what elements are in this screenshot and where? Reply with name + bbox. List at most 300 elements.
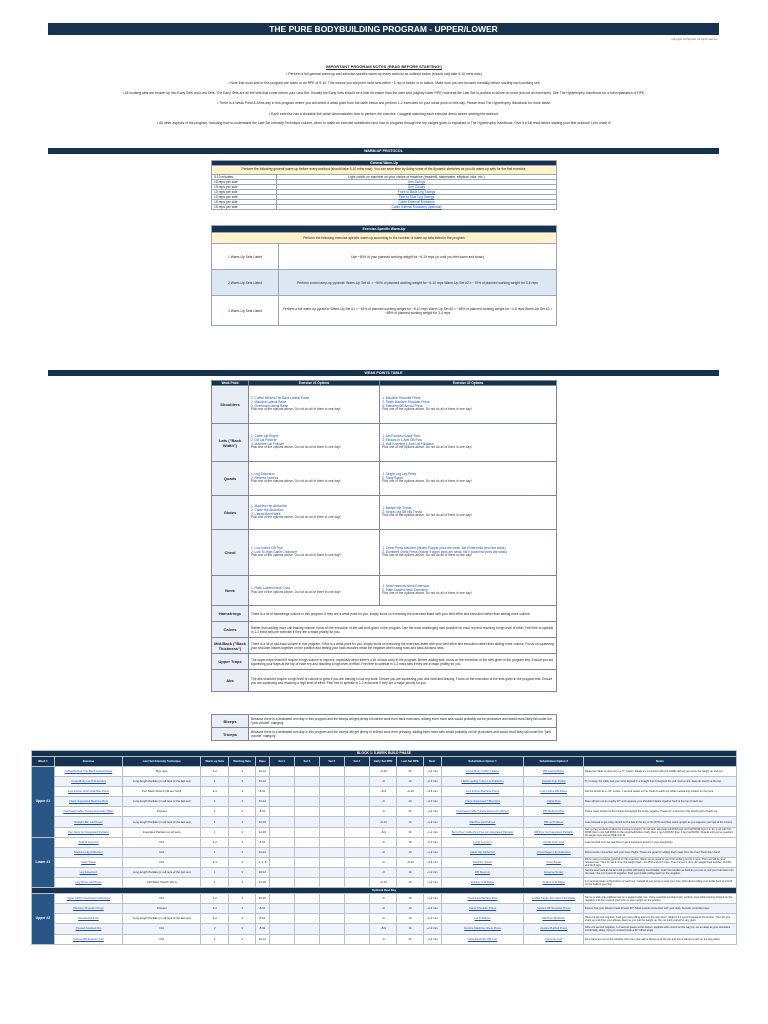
exercise-link[interactable]: 2. Plate-Loaded Neck Extension (382, 587, 428, 592)
rest-cell: ~1-2 min (423, 894, 441, 904)
substitution-cell (524, 817, 584, 827)
technique-cell: N/A (123, 837, 201, 847)
set-input[interactable] (269, 837, 294, 847)
rest-cell: ~1-2 min (423, 817, 441, 827)
program-col-header: Set 3 (319, 757, 344, 767)
substitution-cell (524, 857, 584, 867)
exercise-link[interactable]: Low Incline Smith Machine Press (67, 789, 110, 794)
substitution-link[interactable]: Hammer Curl (545, 936, 563, 941)
last-rpe-cell: 10 (397, 934, 423, 944)
notes-cell: Mind-muscle connection with your inner thighs. These are great for adding thigh mass from the front! Push them hard! (584, 847, 737, 857)
early-rpe-cell: ~9 (369, 934, 397, 944)
substitution-cell (441, 787, 524, 797)
warmup-sets-cell: 1-2 (201, 914, 229, 924)
substitution-cell (524, 847, 584, 857)
last-rpe-cell: 10 (397, 817, 423, 827)
set-input[interactable] (294, 767, 319, 777)
set-input[interactable] (269, 867, 294, 877)
warmup-sets-cell: 1 (201, 827, 229, 837)
set-input[interactable] (344, 797, 369, 807)
exercise-link[interactable]: 2. Dumbbell Chest Press (incline if upper pecs are weak, flat if lower/mid pecs are weak) (382, 549, 507, 554)
exercise-link[interactable]: Pec Deck (w/ Integrated Partials) (68, 829, 109, 834)
warmup-link[interactable]: Arm Swings (277, 180, 557, 185)
set-input[interactable] (319, 777, 344, 787)
substitution-link[interactable]: Donkey Calf Raise (470, 880, 495, 885)
substitution-cell (441, 817, 524, 827)
exercise-cell (54, 914, 122, 924)
set-input[interactable] (294, 857, 319, 867)
day-label: Lower #1 (32, 837, 55, 887)
warmup-link[interactable]: Arm Circles (277, 185, 557, 190)
substitution-cell (441, 934, 524, 944)
exercise-link[interactable]: 1. Single-Leg Leg Press (382, 472, 417, 477)
program-col-header: Rest (423, 757, 441, 767)
exercise-link[interactable]: 1. Head Harness Neck Extension (382, 584, 430, 589)
substitution-link[interactable]: Machine Pulldown (542, 916, 566, 921)
warmup-sets-cell: 1 (201, 797, 229, 807)
exercise-cell (54, 878, 122, 888)
substitution-cell (441, 827, 524, 837)
warmup-sets-text: Perform a full warm-up pyramid: Warm-Up Set #1 = ~45% of planned working weight for ~6-10 reps Warm-Up Set #2 = ~65% of planned working weight for ~4-6 reps Warm-Up Set #3 = ~85% of planned working weight for 3-4 reps (279, 296, 557, 326)
reps-cell: 8-10 (255, 807, 269, 817)
set-input[interactable] (269, 777, 294, 787)
exercise-link[interactable]: Paused Assisted Dip (75, 926, 102, 931)
last-rpe-cell: 10 (397, 807, 423, 817)
substitution-link[interactable]: Cable Row (546, 799, 561, 804)
set-input[interactable] (344, 867, 369, 877)
page-title: THE PURE BODYBUILDING PROGRAM - UPPER/LOWER (48, 23, 719, 35)
substitution-link[interactable]: Cuffed Single-Arm Rear Delt Raise (532, 896, 576, 901)
set-input[interactable] (344, 924, 369, 934)
set-input[interactable] (294, 837, 319, 847)
exercise-link[interactable]: 2. Machine Lateral Raise (251, 399, 287, 404)
warmup-dose: 15 reps per side (212, 200, 277, 205)
exercise-cell (54, 924, 122, 934)
set-input[interactable] (319, 817, 344, 827)
working-sets-cell: 3 (229, 827, 256, 837)
exercise-link[interactable]: 1. Cuffed Behind-The-Back Lateral Raise (251, 396, 310, 401)
warmup-sets-cell: 1 (201, 817, 229, 827)
substitution-link[interactable]: DB Flye (w/ Integrated Partials) (534, 829, 574, 834)
substitution-link[interactable]: Reverse Nordic (544, 869, 564, 874)
exercise-link[interactable]: 1. Machine Hip Abduction (251, 504, 288, 509)
technique-cell: N/A (123, 924, 201, 934)
set-input[interactable] (344, 817, 369, 827)
exercise-link[interactable]: 1. Machine Shoulder Press (382, 396, 421, 401)
exercise-options (380, 496, 557, 530)
set-input[interactable] (269, 787, 294, 797)
set-input[interactable] (344, 894, 369, 904)
reps-cell: 10-12 (255, 934, 269, 944)
substitution-link[interactable]: Decline Machine Chest Press (464, 926, 501, 931)
exercise-link[interactable]: Chest-Supported Machine Row (69, 799, 108, 804)
substitution-link[interactable]: Chest-Supported T-Bar Row (464, 799, 501, 804)
optional-rest-day: Optional Rest Day (32, 888, 737, 894)
set-input[interactable] (319, 787, 344, 797)
weak-point-text: The upper traps shouldn't require a high-volume to improve, especially when there's a lot of back work in the program. Before adding sets, focus on the execution of the sets given in the program first. Ensure you are squeezing your traps at the top of each rep and reaching a high level of effort. Feel free to sprinkle in 1-2 extra sets if they are a major priority for you. (249, 654, 557, 670)
last-rpe-cell: 10 (397, 767, 423, 777)
exercise-link[interactable]: 1. Plate-Loaded Neck Curls (251, 585, 290, 590)
weak-points-table (211, 380, 557, 692)
exercise-link[interactable]: Upper (W/O) Overhead Cable Row (66, 896, 111, 901)
substitution-link[interactable]: Low Incline DB Press (540, 789, 567, 794)
working-sets-cell: 3 (229, 837, 256, 847)
substitution-link[interactable]: Low Incline Machine Press (465, 789, 500, 794)
program-col-header: Set 2 (294, 757, 319, 767)
substitution-cell (524, 867, 584, 877)
warmup-dose: 15 reps per side (212, 205, 277, 210)
pick-note: Pick one of the options above. Do not do all of them in one day! (251, 589, 341, 594)
set-input[interactable] (294, 787, 319, 797)
reps-cell: 10-12 (255, 797, 269, 807)
warmup-sets-cell: 1 (201, 934, 229, 944)
set-input[interactable] (269, 857, 294, 867)
program-col-header: Early Set RPE (369, 757, 397, 767)
set-input[interactable] (269, 807, 294, 817)
substitution-cell (524, 777, 584, 787)
weak-point-text: Because there is a dedicated arm day in this program and the triceps will get plenty of indirect work from pressing, adding even more sets would probably not be productive and would most likely fall under the "junk volume" category. (249, 728, 557, 741)
working-sets-cell: 3 (229, 894, 256, 904)
reps-cell: 10-12 (255, 777, 269, 787)
substitution-cell (524, 878, 584, 888)
exercise-link[interactable]: 2. Cable Hip Abduction (251, 507, 284, 512)
reps-cell: 8-10 (255, 904, 269, 914)
last-rpe-cell: 10 (397, 837, 423, 847)
rest-cell: ~2-3 min (423, 777, 441, 787)
exercise-link[interactable]: 1. Barbell Hip Thrust (382, 506, 412, 511)
warmup-link[interactable]: Cable Internal Rotations (optional) (277, 205, 557, 210)
exercise-link[interactable]: 1. Lat-Focused Cable Row (382, 434, 420, 439)
warmup-sets-text: Use ~60% of your planned working weight for ~6-10 reps (or until you feel warm and loose) (279, 244, 557, 270)
exercise-link[interactable]: 3. Standing DB Arnold Press (382, 403, 423, 408)
substitution-link[interactable]: Cross-Body Cable Y-Raise (465, 769, 500, 774)
weak-point-name: Glutes (212, 496, 249, 530)
working-sets-cell: 3 (229, 914, 256, 924)
exercise-cell (54, 847, 122, 857)
substitution-link[interactable]: Lat Pulldown (474, 916, 491, 921)
substitution-link[interactable]: Half-Kneeling 1-Arm Lat Pulldown (461, 779, 504, 784)
substitution-cell (524, 797, 584, 807)
early-rpe-cell: ~9 (369, 857, 397, 867)
exercise-link[interactable]: 3. Lateral Band Walk (251, 511, 281, 516)
pick-note: Pick one of the options above. Do not do all of them in one day! (382, 513, 472, 518)
substitution-link[interactable]: Overhead Machine Row (467, 896, 498, 901)
exercise-link[interactable]: Cuffed Behind-The-Back Lateral Raise (64, 769, 113, 774)
set-input[interactable] (344, 837, 369, 847)
day-label: Upper #2 (32, 894, 55, 944)
set-input[interactable] (269, 904, 294, 914)
technique-cell: N/A (123, 894, 201, 904)
set-input[interactable] (294, 777, 319, 787)
set-input[interactable] (294, 894, 319, 904)
set-input[interactable] (269, 817, 294, 827)
substitution-link[interactable]: Overhead Cable Triceps Extension (Rope) (456, 809, 509, 814)
copyright-text: Copyright Jeff Nippard. All rights reserved. (671, 38, 718, 41)
early-rpe-cell: ~8-9 (369, 924, 397, 934)
exercise-link[interactable]: 2. Single-Leg DB Hip Thrust (382, 509, 422, 514)
exercise-options (249, 496, 380, 530)
arms-table (211, 714, 557, 741)
set-input[interactable] (319, 827, 344, 837)
substitution-link[interactable]: Copenhagen Hip Adduction (536, 849, 571, 854)
warmup-link[interactable]: Cable External Rotations (277, 200, 557, 205)
notes-cell: Ensure that your elbows break at least 90°. Mind-muscle connection with your delts. Smooth, controlled reps. (584, 904, 737, 914)
early-rpe-cell: ~9 (369, 847, 397, 857)
program-table (31, 750, 737, 945)
substitution-cell (524, 827, 584, 837)
warmup-sets-label: 2 Warm-Up Sets Listed (212, 270, 279, 296)
set-input[interactable] (344, 807, 369, 817)
exercise-link[interactable]: Straight-Bar Lat Prayer (74, 819, 103, 824)
weak-point-text: There is a lot of mid-back volume in this program. If this is a weak point for you, simply focus on executing the exercises listed with your best effort and execution rather than adding more volume. Focus on squeezing your shoulder blades together on the positive and feeling your back muscles resist the negative when using rows and back-focused rows. (249, 638, 557, 654)
exercise-link[interactable]: 2. Reverse Nordics (251, 475, 279, 480)
substitution-link[interactable]: Front Squat (546, 859, 561, 864)
technique-cell: Long-length Partials (on all reps of the last set) (123, 867, 201, 877)
last-rpe-cell: ~9-10 (397, 857, 423, 867)
substitution-link[interactable]: Decline Barbell Press (540, 926, 568, 931)
set-input[interactable] (294, 924, 319, 934)
set-input[interactable] (294, 797, 319, 807)
set-input[interactable] (319, 924, 344, 934)
reps-cell: 8-10 (255, 837, 269, 847)
notes-cell: Flare elbows out at roughly 45° and squeeze your shoulder blades together hard at the top of each rep. (584, 797, 737, 807)
set-input[interactable] (294, 847, 319, 857)
substitution-link[interactable]: Machine Lat Pullover (469, 819, 496, 824)
program-col-header: Last-Set Intensity Technique (123, 757, 201, 767)
set-input[interactable] (294, 904, 319, 914)
notes-cell: We're using a reverse pyramid on this exercise. Warm-up as usual to your first working set for 4 reps. Then set will be your heaviest set. Then for set 2, drop the weight back ~10-15% and do 6 reps. Then for set 3, drop the weight back another 10-15% and do 8 reps. (584, 857, 737, 867)
early-rpe-cell: ~9 (369, 904, 397, 914)
substitution-cell (524, 787, 584, 797)
exercise-link[interactable]: Assisted Pull-Up (78, 916, 99, 921)
set-input[interactable] (344, 878, 369, 888)
exercise-options (249, 462, 380, 496)
early-rpe-cell: ~8-9 (369, 787, 397, 797)
warmup-sets-cell: 1 (201, 807, 229, 817)
set-input[interactable] (319, 797, 344, 807)
notes-cell: Do a hammer curl on the positive, then turn your palms facing up at the top and use a palms-up grip on the way down. (584, 934, 737, 944)
set-input[interactable] (344, 934, 369, 944)
exercise-link[interactable]: Machine Hip Adduction (74, 849, 103, 854)
program-col-header: Substitution Option 2 (524, 757, 584, 767)
warmup-sets-label: 1 Warm-Up Sets Listed (212, 244, 279, 270)
set-input[interactable] (319, 867, 344, 877)
exercise-link[interactable]: 1. Chest Press Machine (incline if upper pecs are weak, flat if lower/mid pecs are weak) (382, 546, 506, 551)
set-input[interactable] (319, 934, 344, 944)
exercise-link[interactable]: 1. Leg Extension (251, 472, 275, 477)
set-input[interactable] (319, 857, 344, 867)
warmup-band: WARM-UP PROTOCOL (48, 148, 719, 154)
technique-cell: Pec Static Stretch (30 sec hold) (123, 787, 201, 797)
warmup-link[interactable]: Side to Side Leg Swings (277, 195, 557, 200)
general-warmup-table (211, 160, 557, 210)
substitution-link[interactable]: Nordic Ham Curl (543, 839, 565, 844)
notes-cell: Try to keep the cable and your wrist aligned in a straight line throughout the pull. Feel a nice, deep lat stretch at the top. (584, 777, 737, 787)
set-input[interactable] (269, 847, 294, 857)
set-input[interactable] (319, 914, 344, 924)
note-line: • There is a Weak Point & Arms day in this program where you will select a weak point from the table below and perform 1-2 exercises for your weak point on this day. Please read The Hypertrophy Handbook for more detail. (217, 101, 551, 105)
substitution-cell (524, 924, 584, 934)
exercise-cell (54, 837, 122, 847)
exercise-link[interactable]: 3. Half-Kneeling 1-Arm Lat Pulldown (382, 441, 434, 446)
exercise-link[interactable]: 2. Elbows-In 1-Arm DB Row (382, 437, 422, 442)
working-sets-cell: 3 (229, 878, 256, 888)
set-input[interactable] (269, 914, 294, 924)
exercise-link[interactable]: 1. Low Incline DB Flye (251, 546, 283, 551)
early-rpe-cell: ~9 (369, 867, 397, 877)
set-input[interactable] (344, 857, 369, 867)
set-input[interactable] (344, 777, 369, 787)
reps-cell: 4, 6, 8 (255, 857, 269, 867)
program-col-header: Warm-up Sets (201, 757, 229, 767)
exercise-link[interactable]: 3. Overhead Lateral Raise (251, 403, 289, 408)
reps-cell: 8-10 (255, 924, 269, 934)
program-col-header: Last Set RPE (397, 757, 423, 767)
warmup-dose: 10 reps per side (212, 195, 277, 200)
rest-cell: ~2-3 min (423, 837, 441, 847)
set-input[interactable] (319, 847, 344, 857)
exercise-link[interactable]: 3. Machine Lat Pullover (251, 441, 285, 446)
warmup-sets-cell: 1 (201, 878, 229, 888)
set-input[interactable] (319, 767, 344, 777)
note-line: • All working sets are broken up into Early Sets and Last Sets. The Early Sets are all the sets that come before your Last Set. Usually the Early Sets should be a little bit easier than the later sets (slightly lower RPE) whereas the Last Set is pushed to failure on most (but not all exercises). See The Hypertrophy Handbook for a full explanation of RPE. (122, 91, 646, 95)
exercise-link[interactable]: Overhead Cable Triceps Extension (Bar) (63, 809, 114, 814)
rest-cell: ~3-5 min (423, 787, 441, 797)
set-input[interactable] (269, 827, 294, 837)
warmup-link[interactable]: Front to Back Leg Swings (277, 190, 557, 195)
exercise-link[interactable]: Seated Leg Curl (78, 839, 99, 844)
set-input[interactable] (344, 847, 369, 857)
warmup-sets-text: Perform a mini ramp-up pyramid: Warm-Up Set #1 = ~50% of planned working weight for ~6-10 reps Warm-Up Set #2 = ~70% of planned working weight for 3-6 reps (279, 270, 557, 296)
exercise-options (249, 530, 380, 576)
weak-point-name: Biceps (212, 715, 249, 728)
exercise-cell (54, 797, 122, 807)
rest-cell: ~3-5 min (423, 857, 441, 867)
program-col-header: Working Sets (229, 757, 256, 767)
working-sets-cell: 2 (229, 807, 256, 817)
substitution-link[interactable]: Bent-Over Cable Pec Flye (w/ Integrated Partials) (451, 829, 514, 834)
weak-point-name: Quads (212, 462, 249, 496)
set-input[interactable] (294, 914, 319, 924)
exercise-link[interactable]: Inverse DB Zottman Curl (73, 936, 104, 941)
col-weak-point: Weak Point (212, 381, 249, 386)
set-input[interactable] (269, 767, 294, 777)
set-input[interactable] (294, 817, 319, 827)
specific-warmup-title: Exercise-Specific Warm-Up (212, 226, 557, 233)
exercise-cell (54, 787, 122, 797)
substitution-link[interactable]: Slow-Eccentric DB Curl (467, 936, 498, 941)
substitution-cell (441, 807, 524, 817)
set-input[interactable] (269, 934, 294, 944)
warmup-sets-cell: 1 (201, 777, 229, 787)
specific-warmup-table (211, 225, 557, 326)
set-input[interactable] (319, 894, 344, 904)
set-input[interactable] (294, 934, 319, 944)
substitution-link[interactable]: DB Step-Up (475, 869, 490, 874)
technique-cell: Long-length Partials (on all reps of the last set) (123, 797, 201, 807)
rest-cell: ~2-3 min (423, 904, 441, 914)
technique-cell: Myo-reps (123, 767, 201, 777)
set-input[interactable] (294, 827, 319, 837)
early-rpe-cell: ~9-10 (369, 878, 397, 888)
substitution-link[interactable]: Machine Squat (473, 859, 492, 864)
warmup-sets-cell: 2-4 (201, 857, 229, 867)
set-input[interactable] (319, 837, 344, 847)
set-input[interactable] (319, 878, 344, 888)
warmup-sets-cell: 2-3 (201, 904, 229, 914)
technique-cell: Calf Static Stretch (30 s) (123, 878, 201, 888)
exercise-link[interactable]: 2. DB Lat Pullover (251, 437, 277, 442)
exercise-link[interactable]: Machine Shoulder Press (73, 906, 104, 911)
exercise-cell (54, 894, 122, 904)
notes-cell: Set up a wide-grip pulldown bar on a seated cable row. Using a double overhand grip, perform rows while leaning forward on the negative and then extend your torso to stay upright on the positive. (584, 894, 737, 904)
substitution-cell (524, 807, 584, 817)
exercise-options (249, 576, 380, 606)
substitution-link[interactable]: Seated DB Shoulder Press (536, 906, 571, 911)
working-sets-cell: 3 (229, 924, 256, 934)
substitution-link[interactable]: Cable Shoulder Press (468, 906, 497, 911)
substitution-link[interactable]: DB Lat Pullover (543, 819, 564, 824)
set-input[interactable] (269, 894, 294, 904)
set-input[interactable] (344, 827, 369, 837)
substitution-link[interactable]: Seated Calf Raise (542, 880, 565, 885)
exercise-link[interactable]: 2. Low-To-High Cable Crossover (251, 549, 298, 554)
exercise-link[interactable]: 1. Cable Lat Prayer (251, 434, 279, 439)
substitution-cell (524, 914, 584, 924)
working-sets-cell: 3 (229, 847, 256, 857)
set-input[interactable] (294, 867, 319, 877)
substitution-link[interactable]: DB Skull Crusher (542, 809, 565, 814)
substitution-link[interactable]: Cable Hip Adduction (469, 849, 496, 854)
set-input[interactable] (319, 904, 344, 914)
set-input[interactable] (269, 924, 294, 934)
set-input[interactable] (294, 807, 319, 817)
last-rpe-cell: 10 (397, 847, 423, 857)
exercise-cell (54, 807, 122, 817)
exercise-link[interactable]: 2. Sissy Squat (382, 475, 403, 480)
exercise-cell (54, 777, 122, 787)
exercise-cell (54, 857, 122, 867)
substitution-cell (524, 837, 584, 847)
last-rpe-cell: 10 (397, 894, 423, 904)
substitution-link[interactable]: Neutral-Grip Pullup (541, 779, 566, 784)
last-rpe-cell: 10 (397, 867, 423, 877)
set-input[interactable] (269, 878, 294, 888)
warmup-sets-cell: 1 (201, 847, 229, 857)
set-input[interactable] (294, 878, 319, 888)
set-input[interactable] (319, 807, 344, 817)
set-input[interactable] (344, 914, 369, 924)
set-input[interactable] (344, 767, 369, 777)
exercise-link[interactable]: Cross-Body Lat Pull-Around (71, 779, 106, 784)
set-input[interactable] (269, 797, 294, 807)
early-rpe-cell: ~9-10 (369, 817, 397, 827)
exercise-link[interactable]: Hack Squat (81, 859, 96, 864)
working-sets-cell: 3 (229, 817, 256, 827)
rest-cell: ~1-2 min (423, 807, 441, 817)
substitution-cell (441, 867, 524, 877)
day-label: Upper #1 (32, 767, 55, 838)
exercise-link[interactable]: Leg Extension (79, 869, 98, 874)
substitution-link[interactable]: Lying Leg Curl (473, 839, 492, 844)
set-input[interactable] (344, 904, 369, 914)
last-rpe-cell: 10 (397, 878, 423, 888)
exercise-link[interactable]: 2. Smith Machine Shoulder Press (382, 399, 430, 404)
exercise-link[interactable]: Leg Press Calf Press (75, 880, 102, 885)
substitution-cell (441, 777, 524, 787)
set-input[interactable] (344, 787, 369, 797)
substitution-link[interactable]: DB Lateral Raise (543, 769, 565, 774)
